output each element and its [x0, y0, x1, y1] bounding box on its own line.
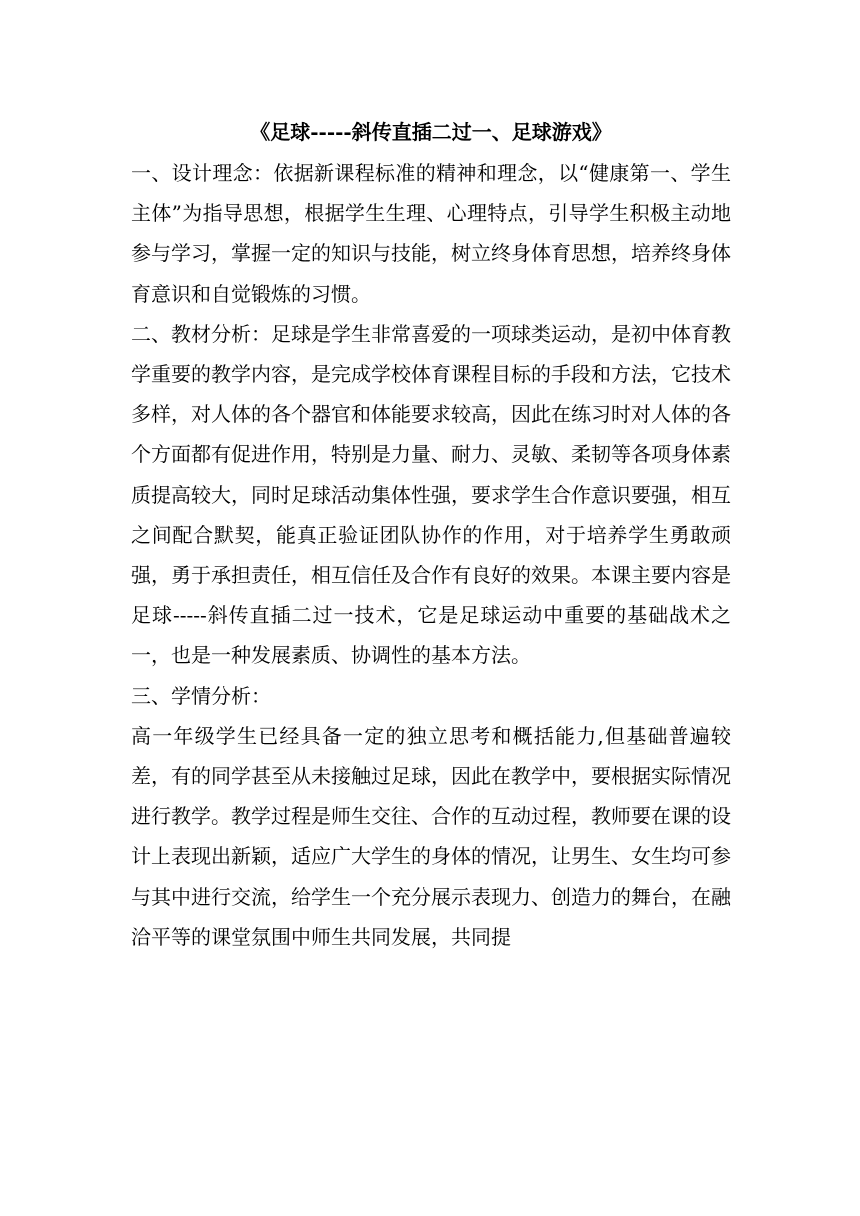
- document-page: [131, 112, 731, 957]
- paragraph-student-analysis-heading: 三、学情分析：: [131, 683, 271, 708]
- paragraph-material-analysis: 二、教材分析：足球是学生非常喜爱的一项球类运动，是初中体育教学重要的教学内容，是完成学校体育课程目标的手段和方法，它技术多样，对人体的各个器官和体能要求较高，因此在练习时对人体的各个方面都有促进作用，特别是力量、耐力、灵敏、柔韧等各项身体素质提高较大，同时足球活动集体性强，要求学生合作意识要强，相互之间配合默契，能真正验证团队协作的作用，对于培养学生勇敢顽强，勇于承担责任，相互信任及合作有良好的效果。本课主要内容是足球-----斜传直插二过一技术，它是足球运动中重要的基础战术之一，也是一种发展素质、协调性的基本方法。: [131, 321, 731, 668]
- document-title: 《足球-----斜传直插二过一、足球游戏》: [250, 120, 612, 144]
- paragraph-student-analysis: 高一年级学生已经具备一定的独立思考和概括能力,但基础普遍较差，有的同学甚至从未接触过足球，因此在教学中，要根据实际情况进行教学。教学过程是师生交往、合作的互动过程，教师要在课的设计上表现出新颖，适应广大学生的身体的情况，让男生、女生均可参与其中进行交流，给学生一个充分展示表现力、创造力的舞台，在融洽平等的课堂氛围中师生共同发展，共同提: [131, 723, 731, 949]
- paragraph-design-concept: 一、设计理念：依据新课程标准的精神和理念，以“健康第一、学生主体”为指导思想，根据学生生理、心理特点，引导学生积极主动地参与学习，掌握一定的知识与技能，树立终身体育思想，培养终身体育意识和自觉锻炼的习惯。: [131, 161, 731, 306]
